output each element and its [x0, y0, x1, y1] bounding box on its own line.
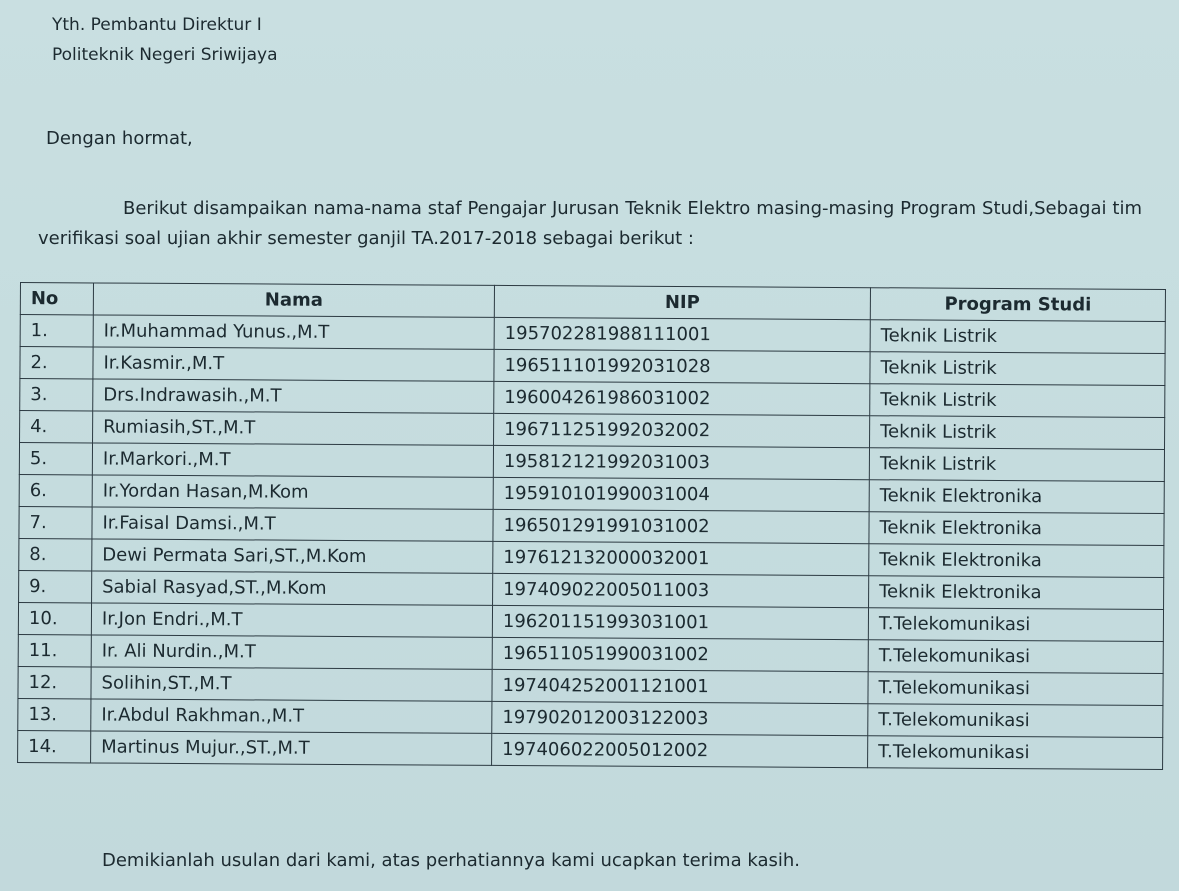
cell-no: 11.	[18, 634, 91, 666]
header-nip: NIP	[494, 285, 870, 319]
cell-program-studi: Teknik Elektronika	[869, 512, 1164, 546]
cell-no: 4.	[20, 411, 93, 443]
cell-program-studi: Teknik Listrik	[869, 448, 1164, 482]
cell-nama: Ir.Kasmir.,M.T	[93, 347, 494, 381]
cell-program-studi: T.Telekomunikasi	[868, 608, 1163, 642]
cell-program-studi: T.Telekomunikasi	[868, 704, 1163, 738]
cell-program-studi: Teknik Elektronika	[869, 480, 1164, 514]
cell-nip: 196511051990031002	[492, 637, 868, 671]
cell-nip: 196201151993031001	[492, 605, 868, 639]
addressee-block	[52, 10, 278, 70]
cell-no: 5.	[19, 443, 92, 475]
cell-program-studi: Teknik Listrik	[870, 320, 1165, 354]
cell-nip: 197612132000032001	[493, 541, 869, 575]
cell-nip: 197406022005012002	[492, 733, 868, 767]
cell-no: 6.	[19, 474, 92, 506]
cell-nip: 195812121992031003	[493, 445, 869, 479]
cell-nip: 196004261986031002	[494, 381, 870, 415]
greeting: Dengan hormat,	[46, 128, 193, 149]
cell-nama: Rumiasih,ST.,M.T	[93, 411, 494, 445]
cell-nama: Ir.Yordan Hasan,M.Kom	[92, 475, 493, 509]
header-program-studi: Program Studi	[870, 288, 1165, 322]
staff-table	[17, 282, 1166, 770]
cell-nama: Ir.Faisal Damsi.,M.T	[92, 507, 493, 541]
cell-nama: Ir.Abdul Rakhman.,M.T	[91, 699, 492, 733]
cell-no: 8.	[19, 538, 92, 570]
cell-nama: Solihin,ST.,M.T	[91, 667, 492, 701]
intro-paragraph: Berikut disampaikan nama-nama staf Pengajar Jurusan Teknik Elektro masing-masing Program Studi,Sebagai tim verifikasi soal ujian akhir semester ganjil TA.2017-2018 sebagai berikut :	[38, 198, 1142, 249]
cell-nip: 196711251992032002	[494, 413, 870, 447]
cell-no: 7.	[19, 506, 92, 538]
cell-nip: 195702281988111001	[494, 317, 870, 351]
cell-program-studi: Teknik Elektronika	[869, 544, 1164, 578]
cell-no: 14.	[18, 730, 91, 762]
cell-no: 10.	[18, 602, 91, 634]
cell-nama: Martinus Mujur.,ST.,M.T	[91, 731, 492, 765]
cell-no: 1.	[20, 315, 93, 347]
cell-nip: 195910101990031004	[493, 477, 869, 511]
cell-nip: 196511101992031028	[494, 349, 870, 383]
cell-no: 9.	[19, 570, 92, 602]
cell-nama: Sabial Rasyad,ST.,M.Kom	[92, 571, 493, 605]
header-no: No	[20, 283, 93, 315]
addressee-title: Yth. Pembantu Direktur I	[52, 15, 262, 35]
cell-nama: Ir.Jon Endri.,M.T	[91, 603, 492, 637]
cell-nip: 196501291991031002	[493, 509, 869, 543]
cell-program-studi: Teknik Listrik	[870, 352, 1165, 386]
cell-nip: 197409022005011003	[493, 573, 869, 607]
cell-program-studi: Teknik Elektronika	[869, 576, 1164, 610]
cell-program-studi: T.Telekomunikasi	[868, 640, 1163, 674]
cell-program-studi: T.Telekomunikasi	[868, 672, 1163, 706]
cell-no: 13.	[18, 698, 91, 730]
table-row	[18, 730, 1163, 769]
cell-no: 12.	[18, 666, 91, 698]
cell-program-studi: Teknik Listrik	[870, 416, 1165, 450]
cell-nama: Ir. Ali Nurdin.,M.T	[91, 635, 492, 669]
header-nama: Nama	[93, 283, 494, 317]
cell-nama: Ir.Markori.,M.T	[92, 443, 493, 477]
cell-no: 2.	[20, 347, 93, 379]
table-body	[18, 315, 1166, 770]
addressee-institution: Politeknik Negeri Sriwijaya	[52, 45, 278, 65]
cell-nip: 197902012003122003	[492, 701, 868, 735]
cell-nip: 197404252001121001	[492, 669, 868, 703]
cell-nama: Ir.Muhammad Yunus.,M.T	[93, 315, 494, 349]
closing-sentence: Demikianlah usulan dari kami, atas perhatiannya kami ucapkan terima kasih.	[102, 850, 800, 871]
cell-program-studi: T.Telekomunikasi	[868, 736, 1163, 770]
cell-program-studi: Teknik Listrik	[870, 384, 1165, 418]
cell-nama: Dewi Permata Sari,ST.,M.Kom	[92, 539, 493, 573]
cell-no: 3.	[20, 379, 93, 411]
cell-nama: Drs.Indrawasih.,M.T	[93, 379, 494, 413]
